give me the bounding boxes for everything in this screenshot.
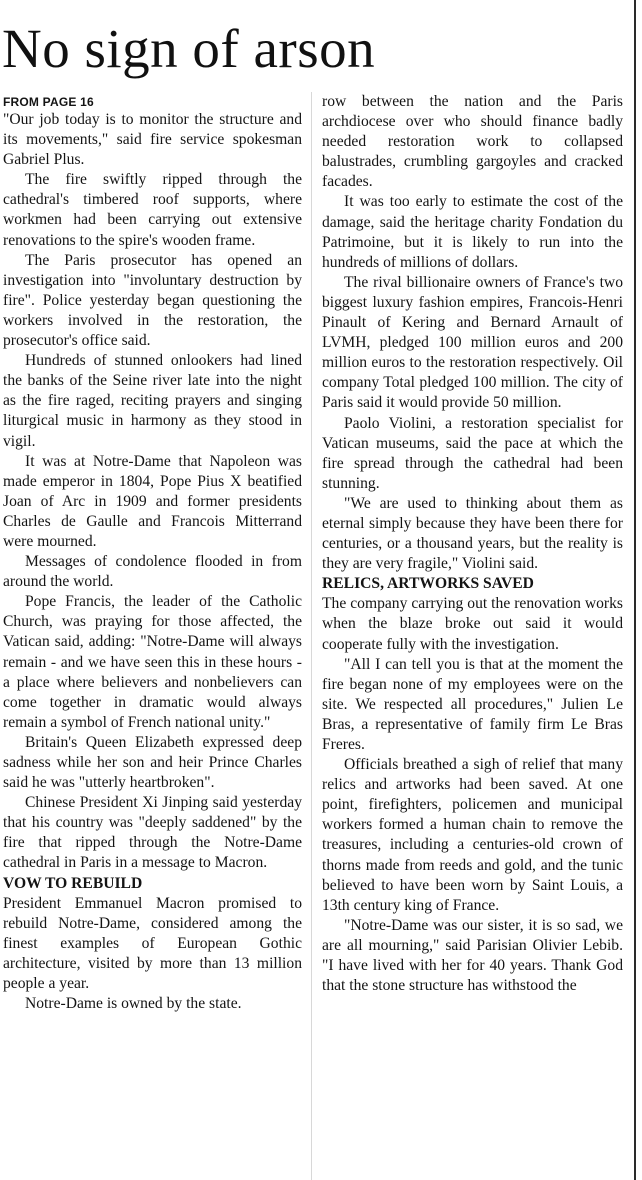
article-paragraph: It was at Notre-Dame that Napoleon was made emperor in 1804, Pope Pius X beatified Joan of Arc in 1909 and former presidents Charles de Gaulle and Francois Mitterrand were mourned. xyxy=(3,452,302,550)
page-edge-rule xyxy=(634,0,636,1180)
article-paragraph: President Emmanuel Macron promised to rebuild Notre-Dame, considered among the finest examples of European Gothic architecture, visited by more than 13 million people a year. xyxy=(3,894,302,993)
article-paragraph: The company carrying out the renovation works when the blaze broke out said it would cooperate fully with the investigation. xyxy=(322,595,623,653)
article-paragraph: The Paris prosecutor has opened an investigation into "involuntary destruction by fire". Police yesterday began questioning the workers involved in the restoration, the prosecutor's office said. xyxy=(3,251,302,350)
article-paragraph: Notre-Dame is owned by the state. xyxy=(25,995,242,1013)
headline: No sign of arson xyxy=(2,18,376,79)
subhead-relics-artworks-saved: RELICS, ARTWORKS SAVED xyxy=(322,575,534,593)
article-paragraph: Messages of condolence flooded in from around the world. xyxy=(3,553,302,591)
article-paragraph: Hundreds of stunned onlookers had lined the banks of the Seine river late into the night as the fire raged, reciting prayers and singing liturgical music in harmony as they stood in vigil. xyxy=(3,352,302,450)
article-paragraph: "All I can tell you is that at the moment the fire began none of my employees were on the site. We respected all procedures," Julien Le Bras, a representative of family firm Le Bras Freres. xyxy=(322,655,623,753)
left-column xyxy=(3,92,302,1014)
subhead-vow-to-rebuild: VOW TO REBUILD xyxy=(3,874,143,892)
article-paragraph: Pope Francis, the leader of the Catholic Church, was praying for those affected, the Vatican said, adding: "Notre-Dame will always remain - and we have seen this in these hours - a place where believers and nonbelievers can come together in dramatic would always remain a symbol of French national unity." xyxy=(3,593,302,731)
continuation-kicker: FROM PAGE 16 xyxy=(3,95,94,109)
column-divider xyxy=(311,92,312,1180)
article-paragraph: The fire swiftly ripped through the cathedral's timbered roof supports, where workmen had been carrying out extensive renovations to the spire's wooden frame. xyxy=(3,171,302,249)
article-paragraph: "Notre-Dame was our sister, it is so sad, we are all mourning," said Parisian Olivier Lebib. "I have lived with her for 40 years. Thank God that the stone structure has withstood the xyxy=(322,916,623,995)
article-paragraph: The rival billionaire owners of France's two biggest luxury fashion empires, Francois-Henri Pinault of Kering and Bernard Arnault of LVMH, pledged 100 million euros and 200 million euros to the restoration respectively. Oil company Total pledged 100 million. The city of Paris said it would provide 50 million. xyxy=(322,273,623,412)
article-paragraph: Britain's Queen Elizabeth expressed deep sadness while her son and heir Prince Charles said he was "utterly heartbroken". xyxy=(3,733,302,792)
article-paragraph: Officials breathed a sigh of relief that many relics and artworks had been saved. At one point, firefighters, policemen and municipal workers formed a human chain to remove the treasures, including a centuries-old crown of thorns made from reeds and gold, and the tunic believed to have been worn by Saint Louis, a 13th century king of France. xyxy=(322,756,623,914)
article-paragraph: row between the nation and the Paris archdiocese over who should finance badly needed restoration work to collapsed balustrades, crumbling gargoyles and cracked facades. xyxy=(322,93,623,191)
article-paragraph: "Our job today is to monitor the structure and its movements," said fire service spokesman Gabriel Plus. xyxy=(3,111,302,169)
article-paragraph: Paolo Violini, a restoration specialist for Vatican museums, said the pace at which the fire spread through the cathedral had been stunning. xyxy=(322,414,623,492)
article-paragraph: Chinese President Xi Jinping said yesterday that his country was "deeply saddened" by the fire that ripped through the Notre-Dame cathedral in Paris in a message to Macron. xyxy=(3,794,302,872)
article-paragraph: "We are used to thinking about them as eternal simply because they have been there for centuries, or a thousand years, but the reality is they are very fragile," Violini said. xyxy=(322,494,623,573)
right-column xyxy=(322,92,623,996)
article-paragraph: It was too early to estimate the cost of the damage, said the heritage charity Fondation du Patrimoine, but it is likely to run into the hundreds of millions of dollars. xyxy=(322,193,623,271)
